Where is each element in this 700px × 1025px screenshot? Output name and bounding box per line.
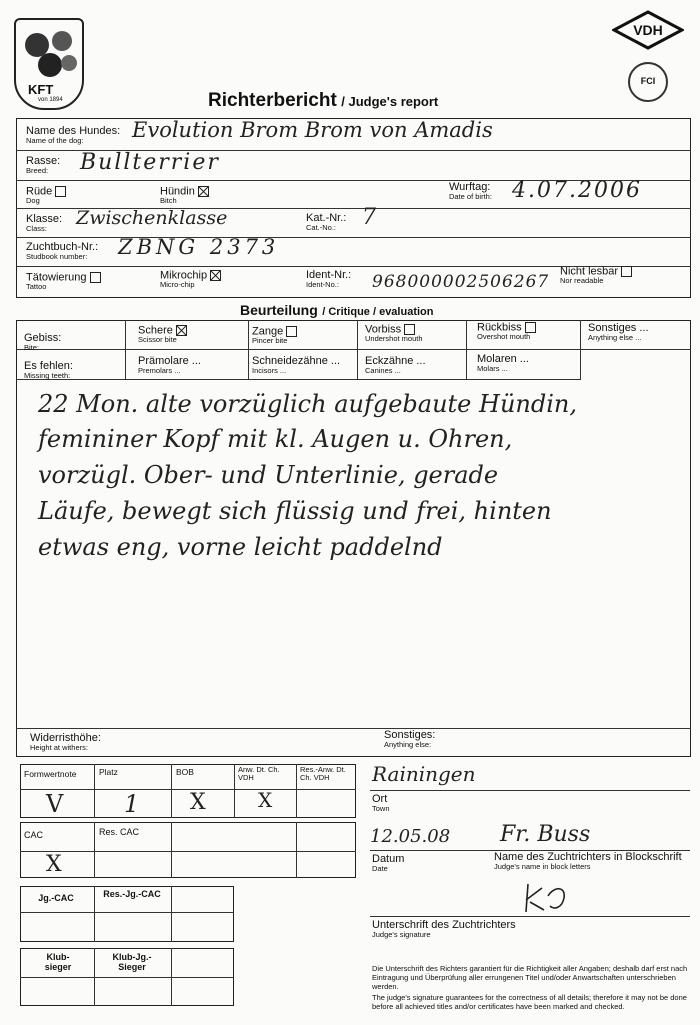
catno-label: Kat.-Nr.: Cat.-No.: — [306, 212, 347, 232]
date-value: 12.05.08 — [370, 826, 451, 847]
name-label: Name des Hundes: Name of the dog: — [26, 125, 121, 145]
cac-table — [20, 822, 356, 878]
vdh-text: VDH — [633, 22, 663, 38]
jg-cac-header: Jg.-CAC — [38, 893, 74, 903]
kft-text: KFT — [28, 82, 54, 97]
grade-header-anw: Anw. Dt. Ch. VDH — [238, 765, 280, 782]
tattoo-field: Tätowierung Tattoo — [26, 272, 101, 291]
fci-seal — [628, 62, 668, 102]
critique-title: Beurteilung / Critique / evaluation — [240, 302, 434, 318]
kft-logo — [14, 18, 84, 110]
withers-label: Widerristhöhe: Height at withers: — [30, 732, 101, 752]
title-main: Richterbericht — [208, 90, 337, 111]
class-label: Klasse: Class: — [26, 213, 63, 233]
male-field: Rüde Dog — [26, 186, 66, 205]
bite-pincer: Zange Pincer bite — [252, 326, 297, 345]
grade-header-platz: Platz — [99, 767, 118, 777]
other-label: Sonstiges: Anything else: — [384, 729, 436, 749]
missing-canines: Eckzähne ... Canines ... — [365, 355, 426, 375]
missing-label: Es fehlen: Missing teeth: — [24, 360, 73, 380]
undershot-checkbox[interactable] — [404, 324, 415, 335]
disclaimer-de: Die Unterschrift des Richters garantiert für die Richtigkeit aller Angaben; deshalb darf erst nach Eintragung und Überprüfung aller errungenen Titel und/oder Anwartschaften unterschrieben werden. — [372, 964, 688, 991]
grade-value-platz: 1 — [124, 790, 140, 818]
studbook-value: ZBNG 2373 — [118, 235, 280, 259]
grade-header-bob: BOB — [176, 767, 194, 777]
klub-sieger-header: Klub-sieger — [44, 952, 72, 972]
female-field: Hündin Bitch — [160, 186, 209, 205]
dog-heads-emblem — [17, 23, 83, 83]
breed-value: Bullterrier — [80, 150, 220, 175]
missing-premolars: Prämolare ... Premolars ... — [138, 355, 201, 375]
cac-header: CAC — [24, 830, 44, 840]
critique-line-2: femininer Kopf mit kl. Augen u. Ohren, — [38, 425, 513, 453]
date-label: Datum Date — [372, 853, 405, 873]
title-sub: / Judge's report — [341, 94, 439, 109]
fci-seal-text: FCI — [640, 76, 656, 86]
kft-subtext: von 1894 — [38, 97, 63, 103]
grade-value-formwert: V — [46, 790, 64, 818]
place-label: Ort Town — [372, 793, 390, 813]
critique-line-3: vorzügl. Ober- und Unterlinie, gerade — [38, 461, 499, 489]
chip-field: Mikrochip Micro-chip — [160, 270, 221, 289]
res-jg-cac-header: Res.-Jg.-CAC — [103, 889, 161, 899]
page-title — [208, 90, 438, 112]
male-checkbox[interactable] — [55, 186, 66, 197]
place-value: Rainingen — [372, 762, 476, 786]
signature-label: Unterschrift des Zuchtrichters Judge's signature — [372, 919, 516, 939]
breed-label: Rasse: Breed: — [26, 155, 61, 175]
unreadable-field: Nicht lesbar Nor readable — [560, 266, 632, 285]
name-value: Evolution Brom Brom von Amadis — [132, 118, 493, 142]
ident-value: 968000002506267 — [372, 272, 550, 292]
catno-value: 7 — [362, 205, 376, 230]
judge-name-label: Name des Zuchtrichters in Blockschrift Judge's name in block letters — [494, 851, 682, 871]
pincer-checkbox[interactable] — [286, 326, 297, 337]
klub-jg-sieger-header: Klub-Jg.-Sieger — [112, 952, 152, 972]
missing-molars: Molaren ... Molars ... — [477, 353, 529, 373]
grade-value-bob: X — [190, 790, 206, 815]
grade-value-anw: X — [258, 788, 273, 812]
missing-incisors: Schneidezähne ... Incisors ... — [252, 355, 341, 375]
chip-checkbox[interactable] — [210, 270, 221, 281]
grade-header-resanw: Res.-Anw. Dt. Ch. VDH — [300, 765, 346, 782]
cac-value: X — [46, 852, 62, 877]
judge-name-value: Fr. Buss — [500, 822, 591, 847]
grade-header-formwert: Formwertnote — [24, 769, 77, 779]
disclaimer-en: The judge's signature guarantees for the correctness of all details; therefore it may not be done before all achieved titles and/or certificates have been marked and checked. — [372, 993, 687, 1011]
class-value: Zwischenklasse — [76, 207, 228, 229]
bite-undershot: Vorbiss Undershot mouth — [365, 323, 423, 344]
dob-value: 4.07.2006 — [512, 178, 642, 203]
tattoo-checkbox[interactable] — [90, 272, 101, 283]
critique-line-1: 22 Mon. alte vorzüglich aufgebaute Hündin, — [38, 390, 577, 418]
dob-label: Wurftag: Date of birth: — [449, 181, 492, 201]
ident-label: Ident-Nr.: Ident-No.: — [306, 269, 352, 289]
studbook-label: Zuchtbuch-Nr.: Studbook number: — [26, 241, 99, 261]
bite-label: Gebiss: Bite: — [24, 332, 62, 352]
unreadable-checkbox[interactable] — [621, 266, 632, 277]
judge-signature — [520, 880, 590, 916]
female-checkbox[interactable] — [198, 186, 209, 197]
bite-scissor: Schere Scissor bite — [138, 325, 187, 344]
bite-other: Sonstiges ... Anything else ... — [588, 322, 649, 342]
critique-line-5: etwas eng, vorne leicht paddelnd — [38, 533, 443, 561]
critique-line-4: Läufe, bewegt sich flüssig und frei, hinten — [38, 497, 552, 525]
res-cac-header: Res. CAC — [99, 827, 140, 837]
vdh-logo — [612, 10, 684, 50]
scissor-checkbox[interactable] — [176, 325, 187, 336]
overshot-checkbox[interactable] — [525, 322, 536, 333]
bite-overshot: Rückbiss Overshot mouth — [477, 322, 536, 341]
